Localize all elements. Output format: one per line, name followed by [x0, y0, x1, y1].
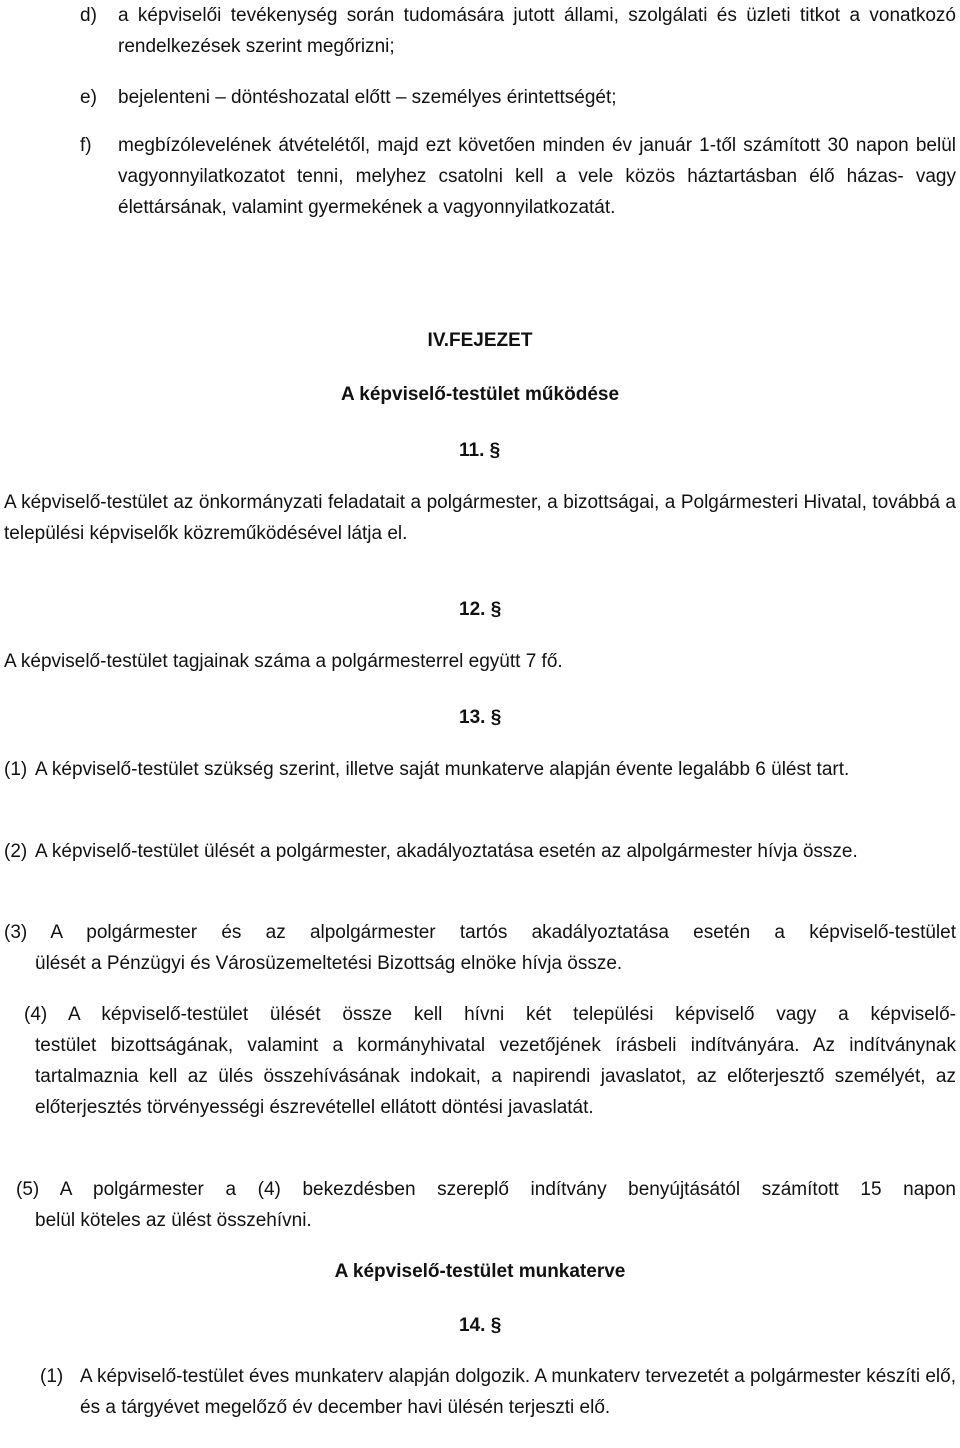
list-item-f	[80, 130, 956, 223]
list-label: f)	[80, 135, 92, 156]
section-13-paragraph-4	[4, 999, 956, 1123]
section-13-heading: 13. §	[459, 707, 502, 728]
list-text: bejelenteni – döntéshozatal előtt – személyes érintettségét;	[118, 87, 617, 108]
section-13-paragraph-5	[4, 1174, 956, 1236]
section-13-paragraph-3	[4, 917, 956, 979]
workplan-title: A képviselő-testület munkaterve	[334, 1261, 626, 1282]
paragraph-line: (5) A polgármester a (4) bekezdésben szereplő indítvány benyújtásától számított 15 napon	[16, 1179, 956, 1200]
paragraph-label: (1)	[40, 1366, 64, 1387]
paragraph-line: belül köteles az ülést összehívni.	[35, 1210, 312, 1231]
paragraph-text: A képviselő-testület éves munkaterv alapján dolgozik. A munkaterv tervezetét a polgármester készíti elő, és a tárgyévet megelőző év december havi ülésén terjeszti elő.	[80, 1366, 956, 1418]
list-label: d)	[80, 5, 97, 26]
list-item-d	[80, 0, 956, 62]
section-12-heading: 12. §	[459, 599, 502, 620]
section-11-text: A képviselő-testület az önkormányzati feladatait a polgármester, a bizottságai, a Polgármesteri Hivatal, továbbá a települési képviselők közreműködésével látja el.	[4, 492, 956, 544]
paragraph-text: A képviselő-testület szükség szerint, illetve saját munkaterve alapján évente legalább 6 ülést tart.	[35, 759, 850, 780]
paragraph-text: testület bizottságának, valamint a kormányhivatal vezetőjének írásbeli indítványára. Az indítványnak tartalmaznia kell az ülés összehívásának indokait, a napirendi javaslatot, az előterjesztő személyét, az előterjesztés törvényességi észrevétellel ellátott döntési javaslatát.	[35, 1035, 956, 1118]
section-13-paragraph-2	[4, 836, 956, 867]
paragraph-line: (3) A polgármester és az alpolgármester tartós akadályoztatása esetén a képviselő-testület	[4, 922, 956, 943]
paragraph-text: A képviselő-testület ülését a polgármester, akadályoztatása esetén az alpolgármester hívja össze.	[35, 841, 858, 862]
list-label: e)	[80, 87, 97, 108]
paragraph-line: (4) A képviselő-testület ülését össze kell hívni két települési képviselő vagy a képviselő-	[24, 1004, 956, 1025]
section-12-text: A képviselő-testület tagjainak száma a polgármesterrel együtt 7 fő.	[4, 651, 563, 672]
paragraph-label: (1)	[4, 759, 28, 780]
section-11-heading: 11. §	[459, 440, 501, 461]
paragraph-label: (2)	[4, 841, 28, 862]
chapter-title: A képviselő-testület működése	[340, 384, 620, 405]
chapter-number: IV.FEJEZET	[427, 330, 533, 351]
list-item-e	[80, 82, 956, 113]
section-14-heading: 14. §	[459, 1315, 502, 1336]
section-13-paragraph-1	[4, 754, 956, 785]
paragraph-line: ülését a Pénzügyi és Városüzemeltetési Bizottság elnöke hívja össze.	[35, 953, 623, 974]
section-14-paragraph-1	[40, 1361, 956, 1423]
list-text: megbízólevelének átvételétől, majd ezt követően minden év január 1-től számított 30 napon belül vagyonnyilatkozatot tenni, melyhez csatolni kell a vele közös háztartásban élő házas- vagy élettársának, valamint gyermekének a vagyonnyilatkozatát.	[118, 135, 956, 218]
list-text: a képviselői tevékenység során tudomására jutott állami, szolgálati és üzleti titkot a vonatkozó rendelkezések szerint megőrizni;	[118, 5, 956, 57]
